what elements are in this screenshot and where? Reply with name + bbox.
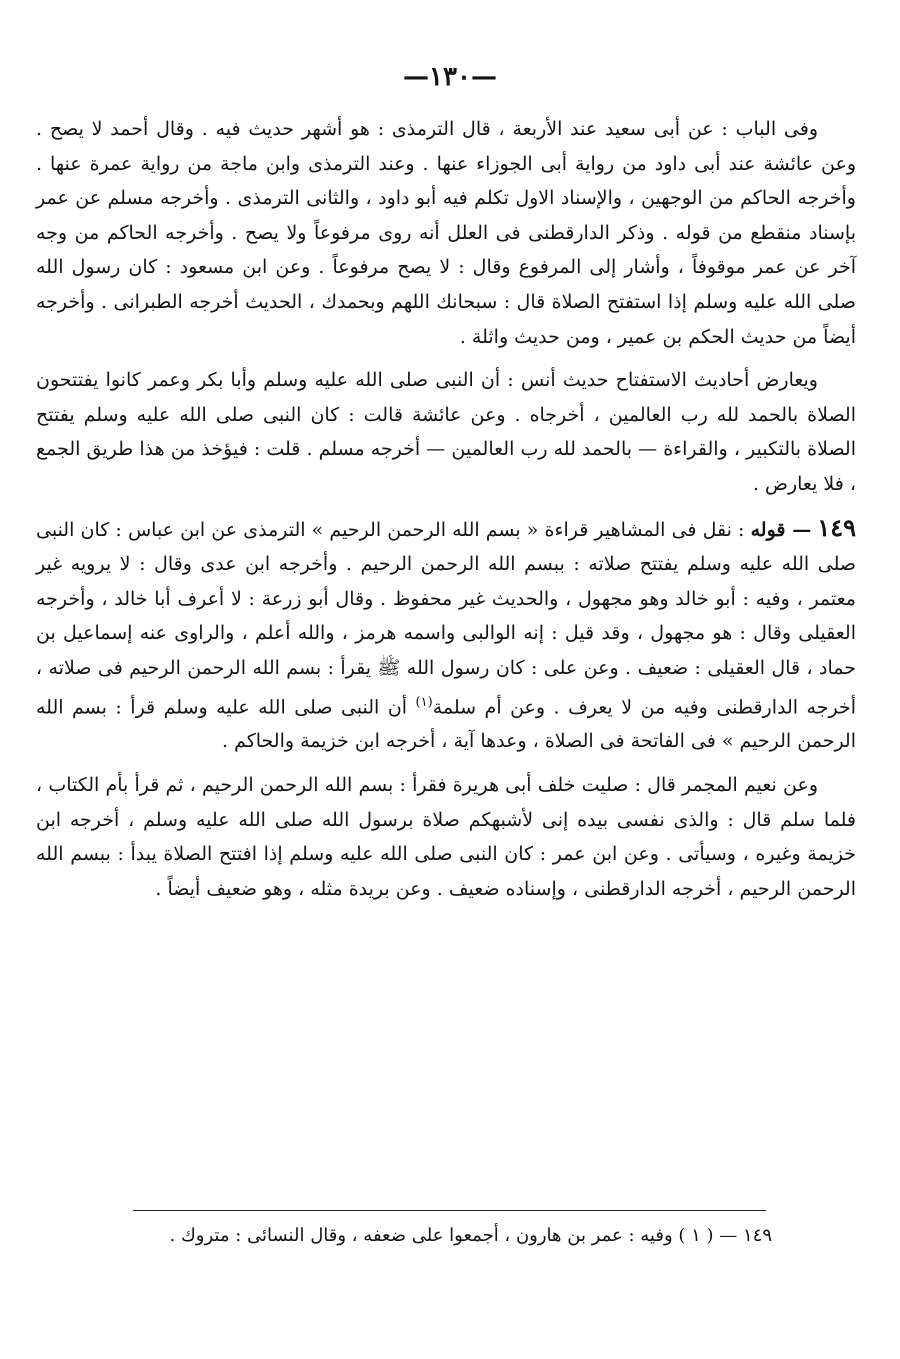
footnote: ١٤٩ — ( ١ ) وفيه : عمر بن هارون ، أجمعوا على ضعفه ، وقال النسائى : متروك . — [169, 1225, 772, 1246]
paragraph-final: وعن نعيم المجمر قال : صليت خلف أبى هريرة فقرأ : بسم الله الرحمن الرحيم ، ثم قرأ بأم الكتاب ، فلما سلم قال : والذى نفسى بيده إنى لأشبهكم صلاة برسول الله صلى الله عليه وسلم ، أخرجه ابن خزيمة وغيره ، وسيأتى . وعن ابن عمر : كان النبى صلى الله عليه وسلم إذا افتتح الصلاة يبدأ : ببسم الله الرحمن الرحيم ، أخرجه الدارقطنى ، وإسناده ضعيف . وعن بريدة مثله ، وهو ضعيف أيضاً . — [36, 774, 856, 900]
entry-lead: — قوله — [750, 518, 812, 541]
entry-149 — [36, 511, 856, 759]
page-number: —١٣٠— — [403, 62, 497, 92]
main-text — [36, 112, 856, 915]
paragraph-takhrij: وفى الباب : عن أبى سعيد عند الأربعة ، قال الترمذى : هو أشهر حديث فيه . وقال أحمد لا يصح . وعن عائشة عند أبى داود من رواية أبى الجوزاء عنها . وعند الترمذى وابن ماجة من رواية عمرة عنها . وأخرجه الحاكم من الوجهين ، والإسناد الاول تكلم فيه أبو داود ، والثانى الترمذى . وأخرجه مسلم عن عمر بإسناد منقطع من قوله . وذكر الدارقطنى فى العلل أنه روى مرفوعاً ولا يصح . وأخرجه الحاكم من وجه آخر عن عمر موقوفاً ، وأشار إلى المرفوع وقال : لا يصح مرفوعاً . وعن ابن مسعود : كان رسول الله صلى الله عليه وسلم إذا استفتح الصلاة قال : سبحانك اللهم وبحمدك ، الحديث أخرجه الطبرانى . وأخرجه أيضاً من حديث الحكم بن عمير ، ومن حديث واثلة . — [36, 118, 856, 348]
entry-text: : نقل فى المشاهير قراءة « بسم الله الرحمن الرحيم » الترمذى عن ابن عباس : كان النبى صلى الله عليه وسلم يفتتح صلاته : ببسم الله الرحمن الرحيم . وأخرجه ابن عدى وقال : لا يرويه غير معتمر ، وفيه : أبو خالد وهو مجهول ، والحديث غير محفوظ . وقال أبو زرعة : لا أعرف أبا خالد ، وأخرجه العقيلى وقال : هو مجهول ، وقد قيل : إنه الوالبى واسمه هرمز ، والله أعلم ، والراوى عنه إسماعيل بن حماد ، قال العقيلى : ضعيف . وعن على : كان رسول الله ﷺ يقرأ : بسم الله الرحمن الرحيم فى صلاته ، أخرجه الدارقطنى وفيه من لا يعرف . وعن أم سلمة — [36, 518, 856, 718]
footnote-marker[interactable]: (١) — [415, 694, 433, 710]
entry-text-continued: أن النبى صلى الله عليه وسلم قرأ : بسم الله الرحمن الرحيم » فى الفاتحة فى الصلاة ، وعدها آية ، أخرجه ابن خزيمة والحاكم . — [36, 695, 856, 753]
entry-number: ١٤٩ — [817, 512, 857, 542]
footnote-divider — [133, 1210, 766, 1211]
paragraph-contradiction: ويعارض أحاديث الاستفتاح حديث أنس : أن النبى صلى الله عليه وسلم وأبا بكر وعمر كانوا يفتتحون الصلاة بالحمد لله رب العالمين ، أخرجاه . وعن عائشة قالت : كان النبى صلى الله عليه وسلم يفتتح الصلاة بالتكبير ، والقراءة — بالحمد لله رب العالمين — أخرجه مسلم . قلت : فيؤخذ من هذا طريق الجمع ، فلا يعارض . — [36, 369, 856, 495]
